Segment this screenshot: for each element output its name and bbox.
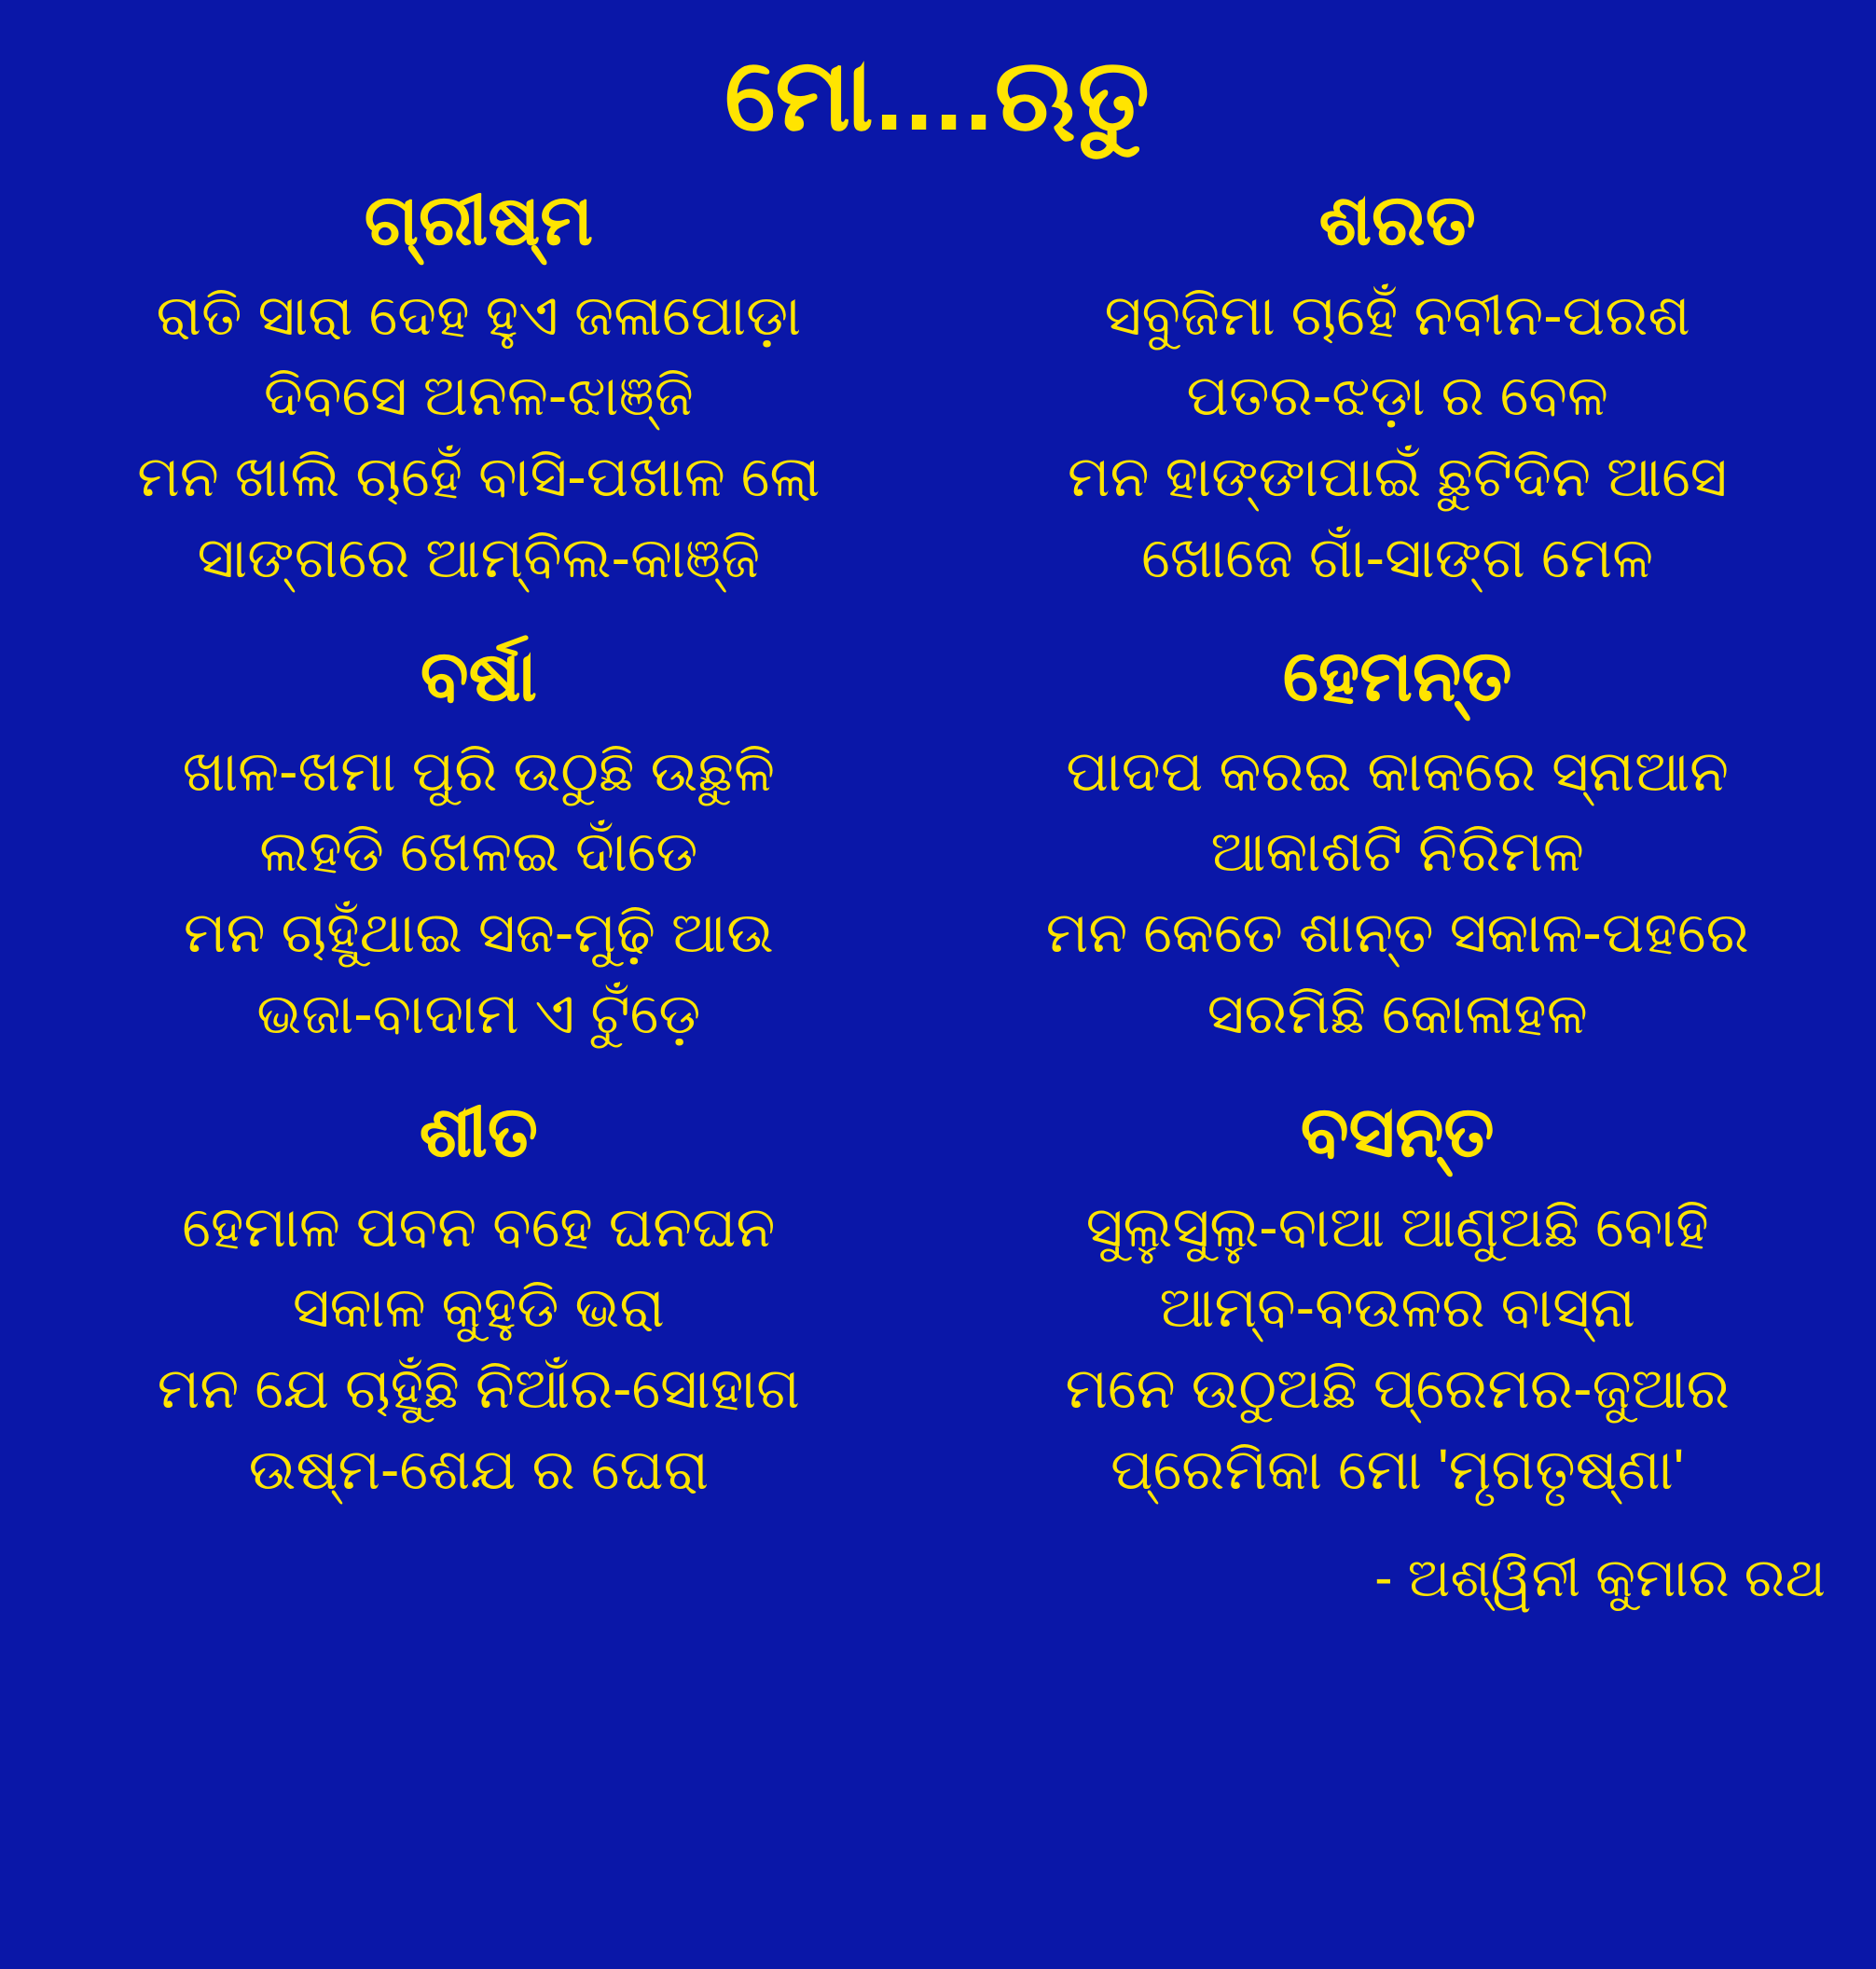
stanza-heading: ଶୀତ [419, 1093, 538, 1173]
stanza-heading: ହେମନ୍ତ [1282, 637, 1512, 717]
stanza-line: ଉଷ୍ମ-ଶେଯ ର ଘେରା [248, 1437, 710, 1501]
stanza-line: ପ୍ରେମିକା ମୋ 'ମୃଗତୃଷ୍ଣା' [1110, 1437, 1685, 1501]
stanza-sharata [956, 173, 1839, 598]
stanza-line: ଆମ୍ବ-ବଉଳର ବାସ୍ନା [1159, 1275, 1635, 1340]
stanza-heading: ଶରତ [1318, 181, 1476, 261]
stanza-heading: ବସନ୍ତ [1300, 1093, 1495, 1173]
stanza-line: ଆକାଶଟି ନିରିମଳ [1210, 819, 1584, 884]
stanza-line: ମନ ହାଙ୍ଙାପାଇଁ ଛୁଟିଦିନ ଆସେ [1067, 445, 1728, 508]
stanza-line: ସୁଲୁସୁଲୁ-ବାଆ ଆଣୁଅଛି ବୋହି [1085, 1194, 1709, 1259]
page-title: ମୋ....ଋତୁ [724, 38, 1152, 151]
stanza-line: ମନ ଯେ ଚାହୁଁଛି ନିଆଁର-ସୋହାଗ [157, 1356, 801, 1421]
stanza-line: ଦିବସେ ଅନଳ-ଝାଞ୍ଜି [263, 364, 694, 428]
stanza-line: ସାଙ୍ଗରେ ଆମ୍ବିଲ-କାଞ୍ଜି [197, 525, 761, 589]
stanza-hemanta [956, 629, 1839, 1053]
stanza-line: ଖାଳ-ଖମା ପୁରି ଉଠୁଛି ଉଛୁଳି [182, 738, 776, 803]
stanza-sheeta [37, 1085, 920, 1509]
stanza-line: ମନେ ଉଠୁଅଛି ପ୍ରେମର-ଜୁଆର [1065, 1356, 1730, 1421]
stanza-line: ରାତି ସାରା ଦେହ ହୁଏ ଜଳାପୋଡ଼ା [156, 282, 802, 347]
poem-column-left [37, 173, 920, 1950]
stanza-heading: ବର୍ଷା [420, 637, 537, 717]
stanza-line: ସରମିଛି କୋଳାହଳ [1207, 981, 1588, 1045]
stanza-barsha [37, 629, 920, 1053]
left-column-spacer [37, 1541, 920, 1950]
poem-columns [37, 173, 1839, 1950]
stanza-line: ସକାଳ କୁହୁଡି ଭରା [292, 1275, 665, 1340]
stanza-line: ଲହଡି ଖେଳଇ ଦାଁଡେ [259, 819, 698, 884]
stanza-line: ପାଦପ କରଇ କାକରେ ସ୍ନାଆନ [1066, 738, 1730, 803]
stanza-line: ପତର-ଝଡ଼ା ର ବେଳ [1186, 364, 1608, 428]
stanza-line: ମନ ଖାଲି ଚାହେଁ ବାସି-ପଖାଳ ଲୋ [137, 445, 821, 508]
stanza-heading: ଗ୍ରୀଷ୍ମ [364, 181, 594, 261]
stanza-line: ସବୁଜିମା ଚାହେଁ ନବୀନ-ପରଶ [1104, 282, 1690, 347]
stanza-line: ମନ ଚାହୁଁଥାଇ ସଜ-ମୁଢ଼ି ଆଉ [183, 901, 774, 965]
stanza-basanta [956, 1085, 1839, 1509]
stanza-line: ମନ କେତେ ଶାନ୍ତ ସକାଳ-ପହରେ [1045, 901, 1749, 965]
stanza-line: ହେମାଳ ପବନ ବହେ ଘନଘନ [182, 1194, 776, 1259]
stanza-line: ଭଜା-ବାଦାମ ଏ ଟୁଁଡ଼େ [256, 981, 701, 1045]
right-column-spacer [956, 1610, 1839, 1950]
poem-column-right [956, 173, 1839, 1950]
stanza-line: ଖୋଜେ ଗାଁ-ସାଙ୍ଗ ମେଳ [1141, 525, 1654, 589]
author-credit: - ଅଶ୍ୱିନୀ କୁମାର ରଥ [1374, 1548, 1826, 1609]
stanza-grishma [37, 173, 920, 598]
